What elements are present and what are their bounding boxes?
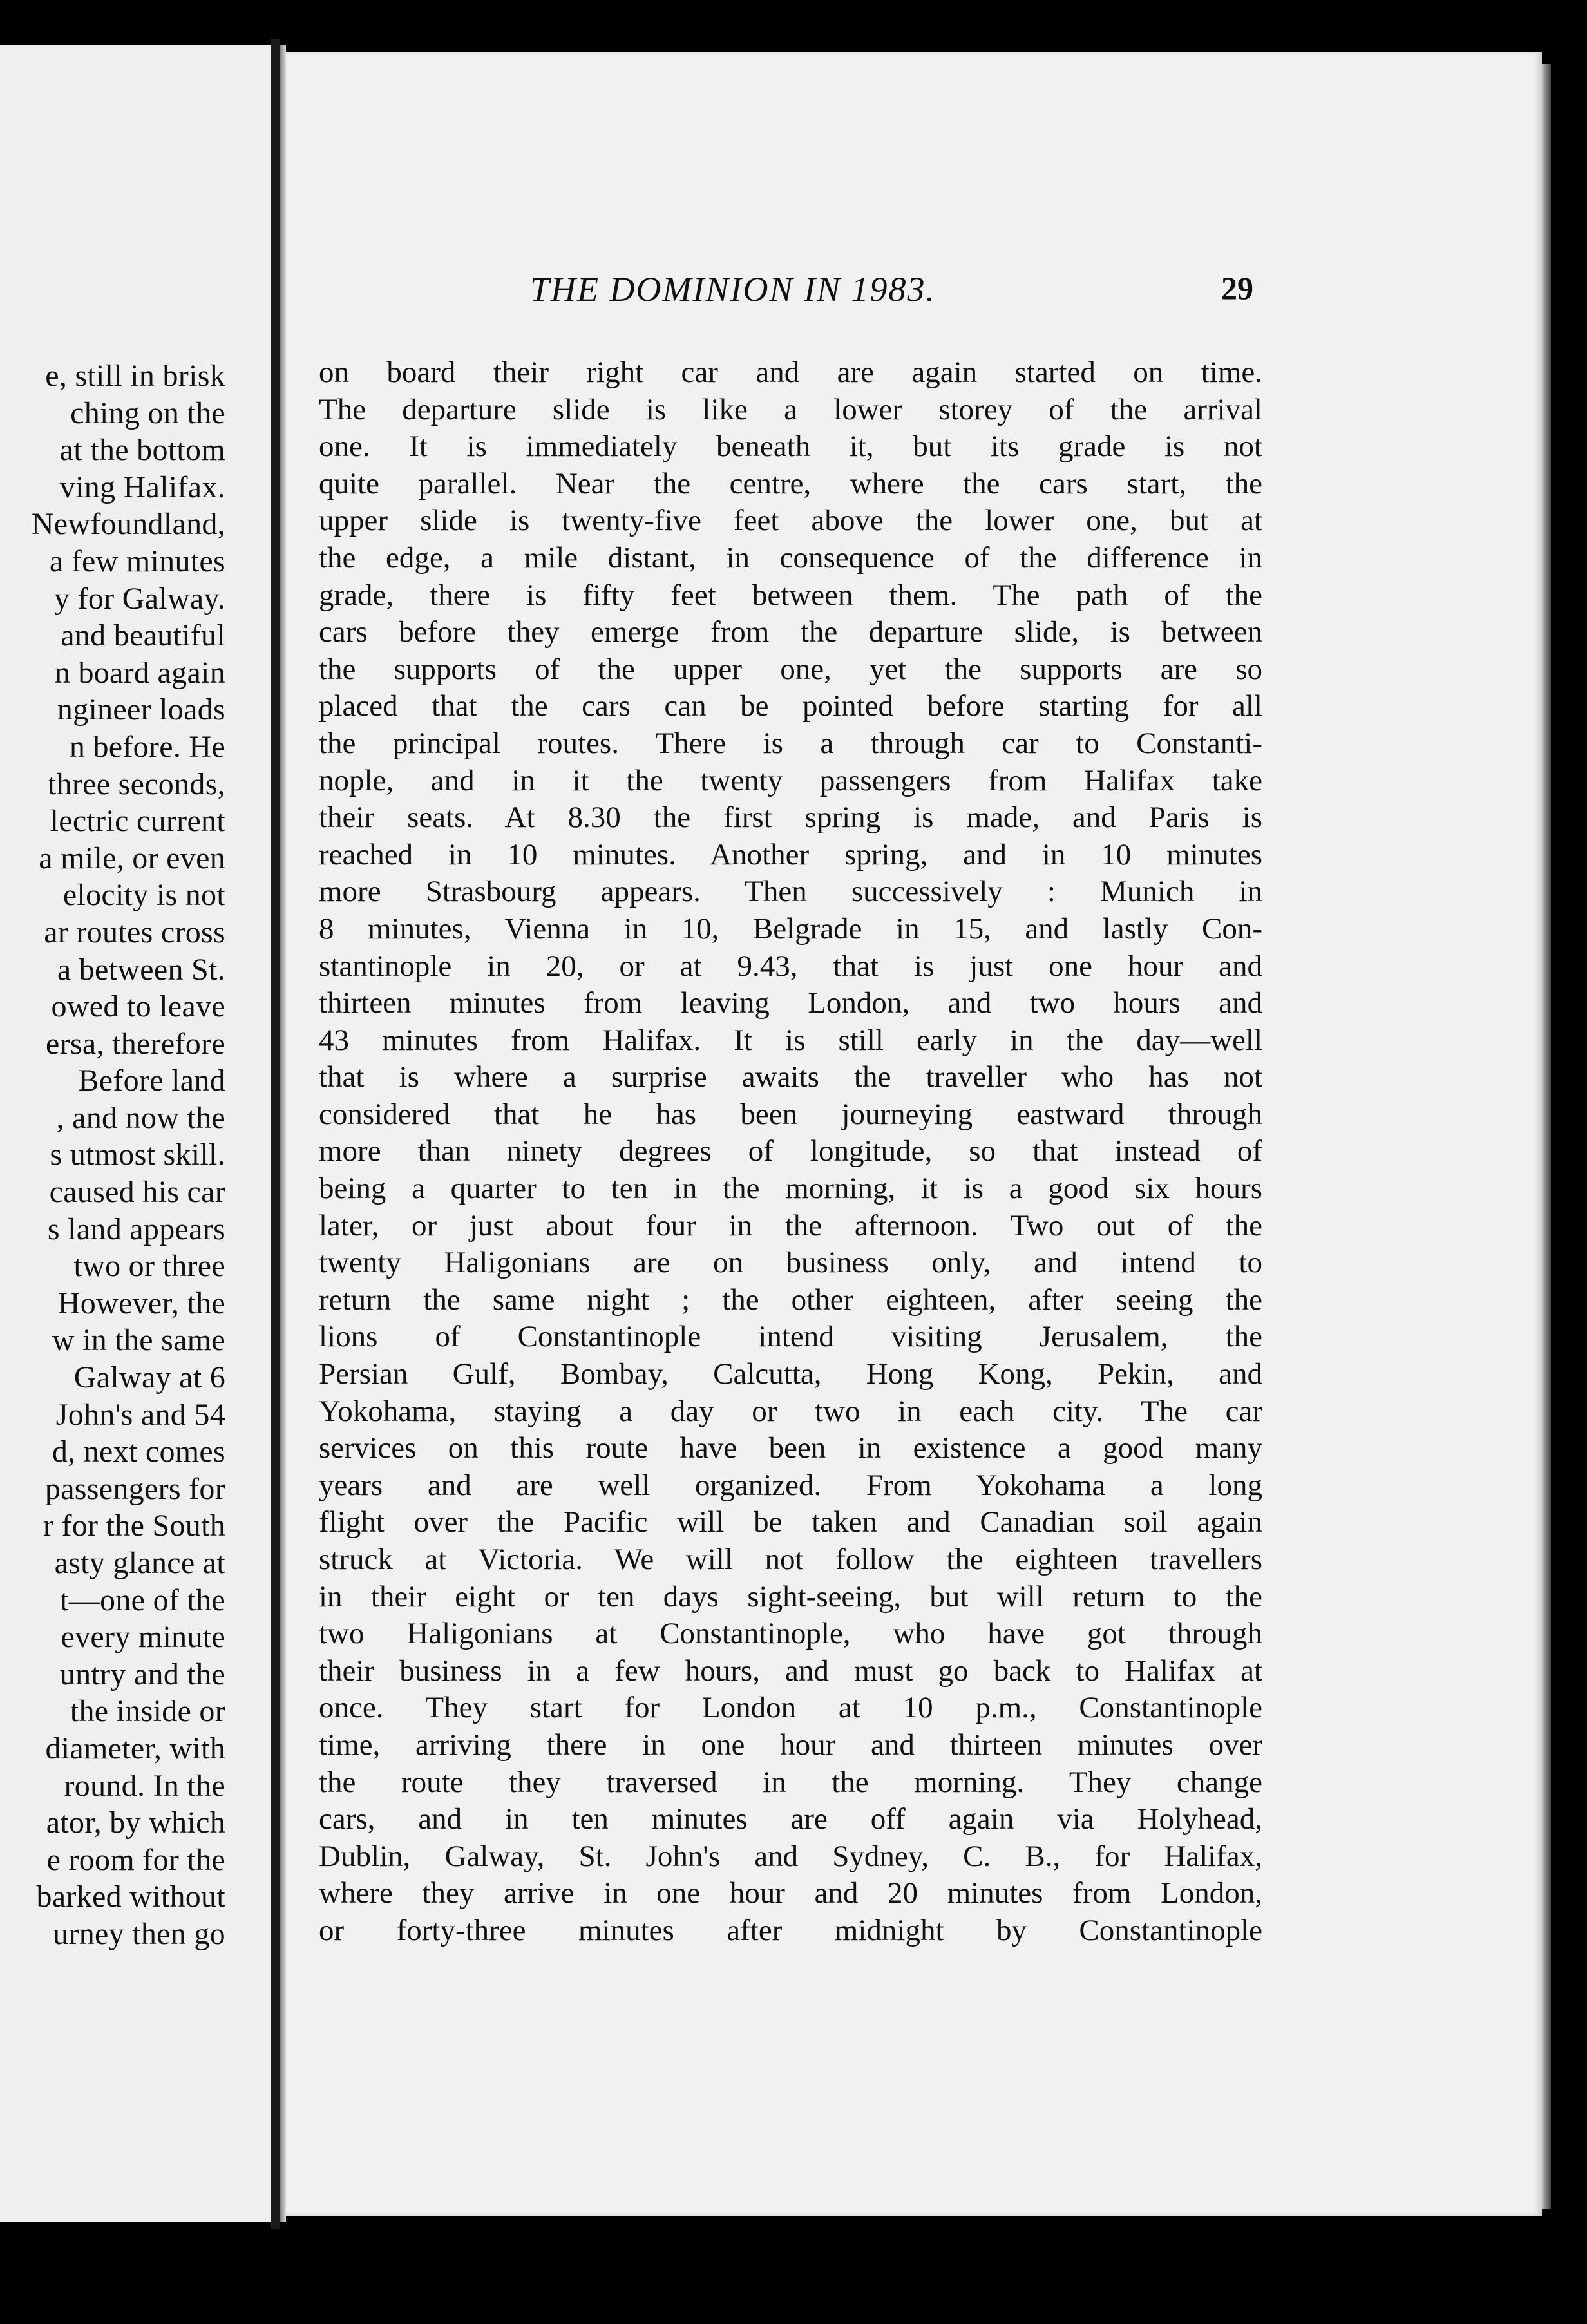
facing-page-line: untry and the (59, 1657, 225, 1691)
facing-page-line: Before land (78, 1063, 225, 1098)
facing-page-line: and beautiful (61, 618, 225, 653)
text-line: where they arrive in one hour and 20 minutes from London, (319, 1876, 1262, 1910)
text-line: considered that he has been journeying eastward through (319, 1097, 1262, 1131)
facing-page-line: barked without (36, 1880, 225, 1914)
text-line: Yokohama, staying a day or two in each city. The car (319, 1394, 1262, 1428)
text-line: on board their right car and are again started on time. (319, 356, 1262, 389)
page-number: 29 (1221, 270, 1253, 306)
facing-page-line: ator, by which (46, 1805, 225, 1840)
facing-page-line: lectric current (50, 804, 225, 839)
facing-page-line: w in the same (52, 1323, 225, 1358)
facing-page-text (0, 357, 225, 1953)
running-head: THE DOMINION IN 1983. (530, 270, 936, 309)
text-line: 43 minutes from Halifax. It is still early in the day—well (319, 1023, 1262, 1057)
text-line: services on this route have been in existence a good many (319, 1431, 1262, 1465)
text-line: years and are well organized. From Yokohama a long (319, 1468, 1262, 1502)
text-line: quite parallel. Near the centre, where the cars start, the (319, 466, 1262, 500)
facing-page-line: passengers for (44, 1471, 225, 1506)
text-line: that is where a surprise awaits the traveller who has not (319, 1060, 1262, 1094)
facing-page-line: a mile, or even (39, 841, 225, 875)
facing-page-line: ersa, therefore (46, 1026, 225, 1061)
text-line: grade, there is fifty feet between them. The path of the (319, 578, 1262, 612)
text-line: once. They start for London at 10 p.m., Constantinople (319, 1691, 1262, 1725)
text-line: one. It is immediately beneath it, but its grade is not (319, 430, 1262, 464)
facing-page-line: caused his car (49, 1175, 225, 1210)
facing-page-line: t—one of the (60, 1583, 225, 1617)
facing-page-line: a few minutes (49, 544, 225, 578)
facing-page-line: s land appears (47, 1212, 225, 1246)
facing-page-line: two or three (73, 1249, 225, 1284)
text-line: lions of Constantinople intend visiting Jerusalem, the (319, 1320, 1262, 1354)
text-line: Dublin, Galway, St. John's and Sydney, C. B., for Halifax, (319, 1839, 1262, 1873)
text-line: stantinople in 20, or at 9.43, that is just one hour and (319, 949, 1262, 983)
text-line: placed that the cars can be pointed before starting for all (319, 689, 1262, 723)
text-line: time, arriving there in one hour and thirteen minutes over (319, 1728, 1262, 1762)
facing-page-line: r for the South (43, 1509, 225, 1543)
text-line: cars before they emerge from the departure slide, is between (319, 615, 1262, 649)
text-line: reached in 10 minutes. Another spring, and in 10 minutes (319, 837, 1262, 872)
facing-page-line: , and now the (56, 1100, 225, 1135)
facing-page-line: the inside or (70, 1694, 225, 1729)
facing-page-line: ngineer loads (57, 692, 225, 727)
facing-page-line: e room for the (46, 1842, 225, 1877)
text-line: twenty Haligonians are on business only, and intend to (319, 1246, 1262, 1280)
text-line: return the same night ; the other eighteen, after seeing the (319, 1282, 1262, 1317)
facing-page-line: at the bottom (59, 433, 225, 468)
text-line: 8 minutes, Vienna in 10, Belgrade in 15, and lastly Con- (319, 911, 1262, 946)
facing-page-line: round. In the (64, 1768, 225, 1803)
text-line: upper slide is twenty-five feet above the lower one, but at (319, 504, 1262, 538)
gutter-shadow (280, 45, 286, 2222)
facing-page-line: e, still in brisk (45, 359, 225, 393)
text-line: or forty-three minutes after midnight by Constantinople (319, 1913, 1262, 1947)
text-line: more than ninety degrees of longitude, so that instead of (319, 1134, 1262, 1168)
facing-page-line: Newfoundland, (31, 507, 225, 542)
text-line: struck at Victoria. We will not follow the eighteen travellers (319, 1543, 1262, 1576)
text-line: two Haligonians at Constantinople, who have got through (319, 1617, 1262, 1651)
text-line: the route they traversed in the morning. They change (319, 1765, 1262, 1799)
text-line: later, or just about four in the afternoon. Two out of the (319, 1208, 1262, 1243)
facing-page-line: diameter, with (45, 1731, 225, 1766)
text-line: the principal routes. There is a through car to Constanti- (319, 726, 1262, 760)
facing-page-line: However, the (57, 1286, 225, 1320)
facing-page-line: elocity is not (62, 878, 225, 913)
text-line: flight over the Pacific will be taken and Canadian soil again (319, 1505, 1262, 1539)
text-line: nople, and in it the twenty passengers from Halifax take (319, 763, 1262, 797)
facing-page-line: every minute (61, 1620, 225, 1655)
facing-page-line: ching on the (70, 395, 225, 430)
facing-page-line: n board again (54, 655, 225, 690)
facing-page-line: a between St. (57, 952, 225, 987)
body-text (319, 354, 1262, 1950)
facing-page-line: John's and 54 (55, 1397, 225, 1432)
facing-page-line: ving Halifax. (59, 470, 225, 504)
facing-page (0, 45, 271, 2222)
facing-page-line: n before. He (69, 729, 225, 764)
facing-page-line: urney then go (53, 1916, 225, 1951)
facing-page-line: Galway at 6 (73, 1360, 225, 1395)
facing-page-line: ar routes cross (44, 915, 225, 949)
page-edge (1542, 64, 1551, 2209)
text-line: in their eight or ten days sight-seeing, but will return to the (319, 1579, 1262, 1614)
text-line: the edge, a mile distant, in consequence of the difference in (319, 540, 1262, 575)
text-line: their business in a few hours, and must go back to Halifax at (319, 1653, 1262, 1688)
text-line: their seats. At 8.30 the first spring is made, and Paris is (319, 801, 1262, 835)
text-line: The departure slide is like a lower storey of the arrival (319, 392, 1262, 426)
text-line: the supports of the upper one, yet the supports are so (319, 652, 1262, 686)
facing-page-line: asty glance at (54, 1546, 225, 1580)
facing-page-line: three seconds, (47, 767, 225, 801)
page-gutter (271, 39, 280, 2229)
text-line: being a quarter to ten in the morning, it is a good six hours (319, 1172, 1262, 1206)
text-line: Persian Gulf, Bombay, Calcutta, Hong Kong, Pekin, and (319, 1357, 1262, 1391)
text-line: cars, and in ten minutes are off again via Holyhead, (319, 1802, 1262, 1836)
text-line: more Strasbourg appears. Then successively : Munich in (319, 875, 1262, 909)
facing-page-line: d, next comes (52, 1434, 225, 1469)
facing-page-line: s utmost skill. (50, 1138, 225, 1172)
text-line: thirteen minutes from leaving London, and two hours and (319, 986, 1262, 1020)
facing-page-line: y for Galway. (53, 581, 225, 616)
facing-page-line: owed to leave (51, 989, 225, 1024)
